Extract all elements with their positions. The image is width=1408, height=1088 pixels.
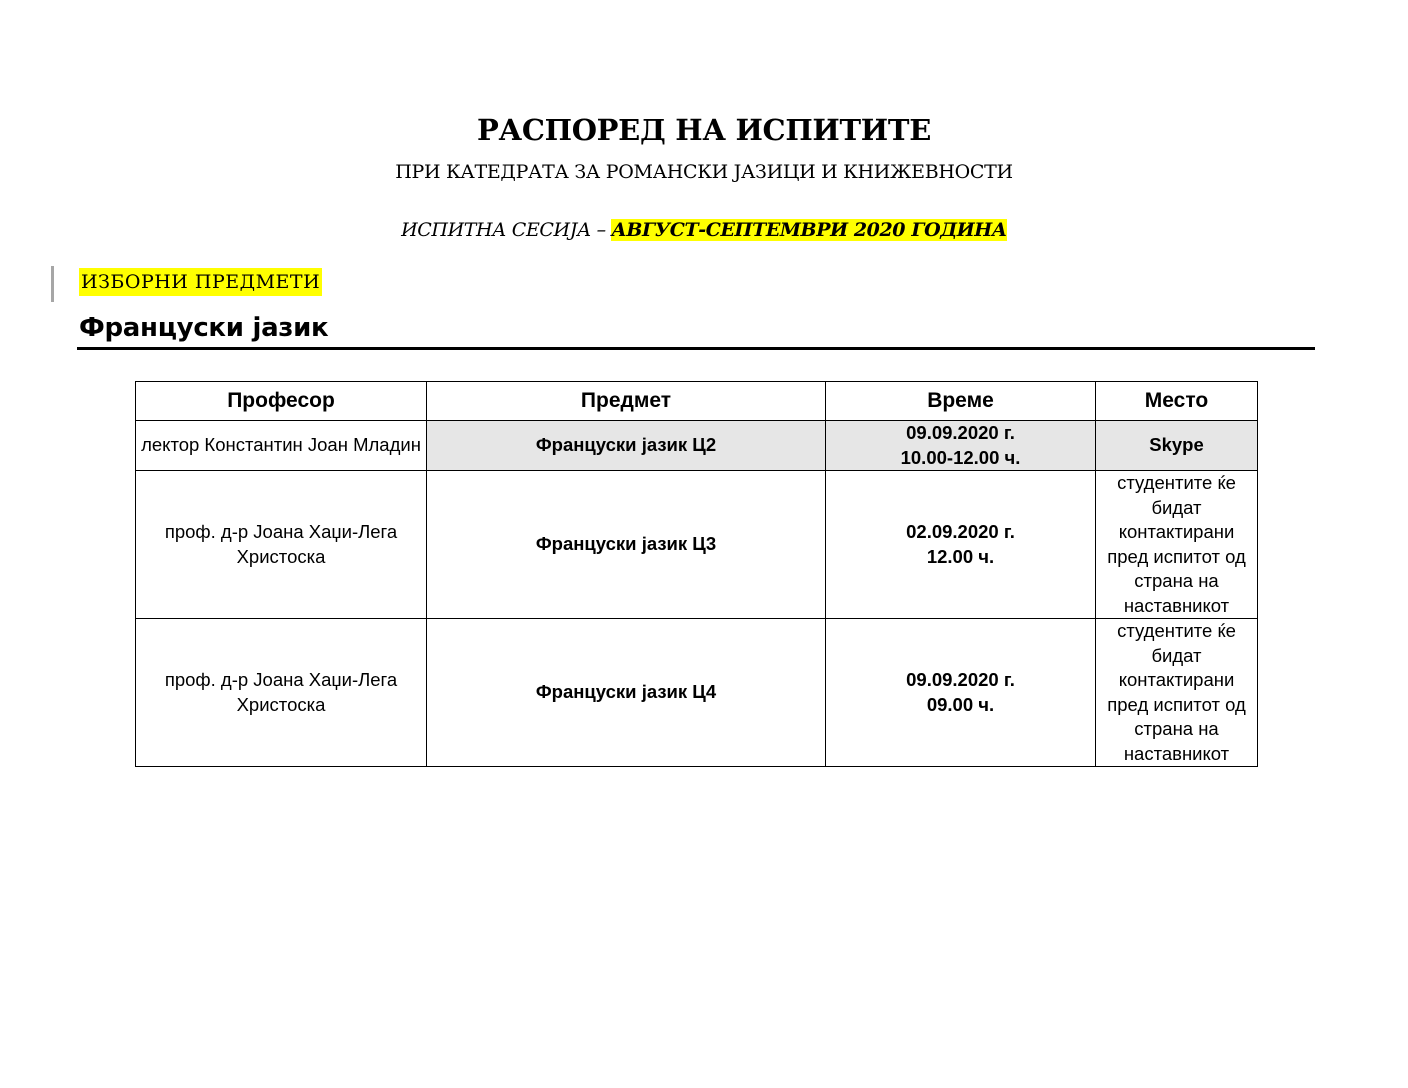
exam-date: 09.09.2020 г. [906, 669, 1015, 690]
table-row [136, 619, 1258, 767]
category-label: ИЗБОРНИ ПРЕДМЕТИ [79, 268, 322, 296]
place-cell: Skype [1096, 421, 1258, 471]
time-cell [826, 619, 1096, 767]
column-header-place: Место [1096, 382, 1258, 421]
heading-divider [77, 347, 1315, 350]
table-header-row [136, 382, 1258, 421]
place-cell: студентите ќе бидат контактирани пред испитот од страна на наставникот [1096, 619, 1258, 767]
column-header-professor: Професор [136, 382, 427, 421]
exam-date: 02.09.2020 г. [906, 521, 1015, 542]
column-header-time: Време [826, 382, 1096, 421]
table-row [136, 471, 1258, 619]
time-cell [826, 471, 1096, 619]
exam-date: 09.09.2020 г. [906, 422, 1015, 443]
professor-cell: лектор Константин Јоан Младин [136, 421, 427, 471]
professor-cell: проф. д-р Јоана Хаџи-Лега Христоска [136, 619, 427, 767]
section-heading: Француски јазик [79, 313, 329, 343]
place-cell: студентите ќе бидат контактирани пред испитот од страна на наставникот [1096, 471, 1258, 619]
margin-change-bar [51, 266, 54, 302]
professor-cell: проф. д-р Јоана Хаџи-Лега Христоска [136, 471, 427, 619]
exam-hours: 09.00 ч. [926, 693, 995, 715]
page-title: РАСПОРЕД НА ИСПИТИТЕ [477, 113, 931, 147]
exam-hours: 12.00 ч. [926, 545, 995, 567]
exam-session-line [0, 216, 1408, 244]
session-prefix: ИСПИТНА СЕСИЈА – [401, 219, 612, 241]
session-period-highlight: АВГУСТ-СЕПТЕМВРИ 2020 ГОДИНА [611, 219, 1007, 241]
time-cell [826, 421, 1096, 471]
subject-cell: Француски јазик Ц4 [427, 619, 826, 767]
exam-schedule-table [135, 381, 1258, 767]
subject-cell: Француски јазик Ц3 [427, 471, 826, 619]
column-header-subject: Предмет [427, 382, 826, 421]
table-row [136, 421, 1258, 471]
exam-hours: 10.00-12.00 ч. [900, 446, 1021, 468]
page-subtitle: ПРИ КАТЕДРАТА ЗА РОМАНСКИ ЈАЗИЦИ И КНИЖЕВНОСТИ [395, 161, 1013, 183]
subject-cell: Француски јазик Ц2 [427, 421, 826, 471]
